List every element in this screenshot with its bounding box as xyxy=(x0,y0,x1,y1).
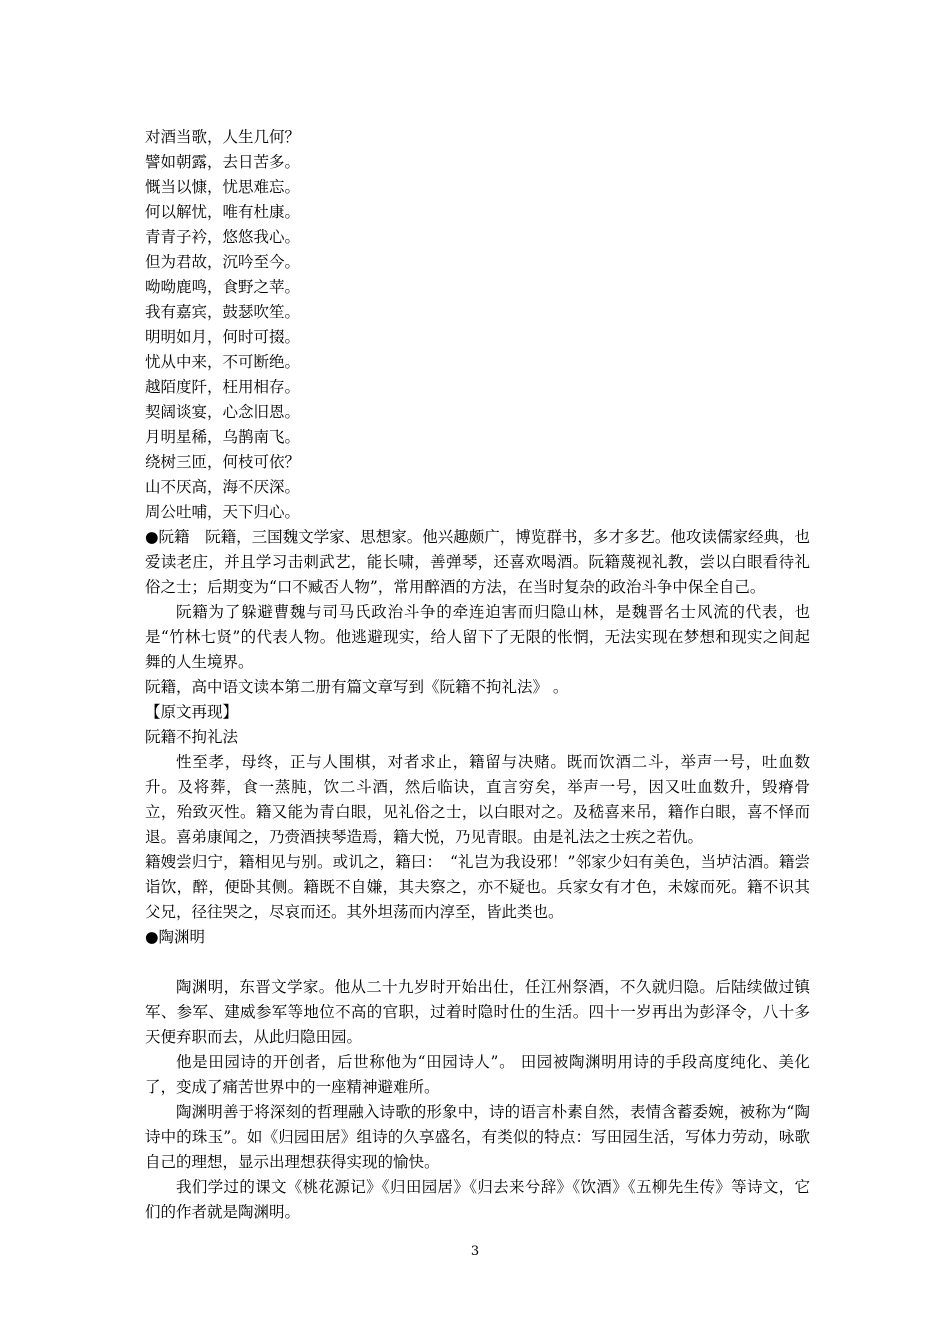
poem-line: 慨当以慷，忧思难忘。 xyxy=(145,178,301,196)
poem-line: 越陌度阡，枉用相存。 xyxy=(145,378,301,396)
poem-line: 月明星稀，乌鹊南飞。 xyxy=(145,428,301,446)
original-text-paragraph: 性至孝，母终，正与人围棋，对者求止，籍留与决赌。既而饮酒二斗，举声一号，吐血数升。及将葬，食一蒸肫，饮二斗酒，然后临诀，直言穷矣，举声一号，因又吐血数升，毁瘠骨立，殆致灭性。籍又能为青白眼，见礼俗之士，以白眼对之。及嵇喜来吊，籍作白眼，喜不怿而退。喜弟康闻之，乃赍酒挟琴造焉，籍大悦，乃见青眼。由是礼法之士疾之若仇。 xyxy=(145,753,810,846)
document-page xyxy=(145,125,810,1225)
poem-line: 明明如月，何时可掇。 xyxy=(145,328,301,346)
original-text-paragraph: 籍嫂尝归宁，籍相见与别。或讥之，籍曰： “礼岂为我设邪！”邻家少妇有美色，当垆沽酒。籍尝诣饮，醉，便卧其侧。籍既不自嫌，其夫察之，亦不疑也。兵家女有才色，未嫁而死。籍不识其父兄，径往哭之，尽哀而还。其外坦荡而内淳至，皆此类也。 xyxy=(145,853,810,921)
poem-line: 譬如朝露，去日苦多。 xyxy=(145,153,301,171)
poem-line: 对酒当歌，人生几何？ xyxy=(145,128,301,146)
poem-line: 我有嘉宾，鼓瑟吹笙。 xyxy=(145,303,301,321)
tao-yuanming-section xyxy=(145,925,810,1225)
tao-paragraph: 陶渊明善于将深刻的哲理融入诗歌的形象中，诗的语言朴素自然，表情含蓄委婉，被称为“陶诗中的珠玉”。如《归园田居》组诗的久享盛名，有类似的特点：写田园生活，写体力劳动，咏歌自己的理想，显示出理想获得实现的愉快。 xyxy=(145,1103,810,1171)
poem-line: 何以解忧，唯有杜康。 xyxy=(145,203,301,221)
poem-line: 周公吐哺，天下归心。 xyxy=(145,503,301,521)
poem-line: 忧从中来，不可断绝。 xyxy=(145,353,301,371)
ruan-ji-paragraph: 阮籍为了躲避曹魏与司马氏政治斗争的牵连迫害而归隐山林，是魏晋名士风流的代表，也是“竹林七贤”的代表人物。他逃避现实，给人留下了无限的怅惘，无法实现在梦想和现实之间起舞的人生境界。 xyxy=(145,603,810,671)
poem-line: 契阔谈宴，心念旧恩。 xyxy=(145,403,301,421)
text-title: 阮籍不拘礼法 xyxy=(145,728,239,746)
tao-paragraph: 我们学过的课文《桃花源记》《归田园居》《归去来兮辞》《饮酒》《五柳先生传》等诗文，它们的作者就是陶渊明。 xyxy=(145,1178,810,1221)
poem-line: 绕树三匝，何枝可依？ xyxy=(145,453,301,471)
poem-line: 青青子衿，悠悠我心。 xyxy=(145,228,301,246)
poem-line: 呦呦鹿鸣，食野之苹。 xyxy=(145,278,301,296)
ruan-ji-intro: ●阮籍 阮籍，三国魏文学家、思想家。他兴趣颇广，博览群书，多才多艺。他攻读儒家经典，也爱读老庄，并且学习击刺武艺，能长啸，善弹琴，还喜欢喝酒。阮籍蔑视礼教，尝以白眼看待礼俗之士；后期变为“口不臧否人物”，常用醉酒的方法，在当时复杂的政治斗争中保全自己。 xyxy=(145,528,810,596)
ruan-ji-section xyxy=(145,525,810,925)
section-heading: 【原文再现】 xyxy=(145,703,239,721)
tao-paragraph: 陶渊明，东晋文学家。他从二十九岁时开始出仕，任江州祭酒，不久就归隐。后陆续做过镇军、参军、建威参军等地位不高的官职，过着时隐时仕的生活。四十一岁再出为彭泽令，八十多天便弃职而去，从此归隐田园。 xyxy=(145,978,810,1046)
ruan-ji-reference: 阮籍，高中语文读本第二册有篇文章写到《阮籍不拘礼法》 。 xyxy=(145,678,569,696)
blank-line xyxy=(145,950,810,975)
page-number: 3 xyxy=(470,1244,480,1259)
poem-line: 山不厌高，海不厌深。 xyxy=(145,478,301,496)
tao-yuanming-heading: ●陶渊明 xyxy=(145,928,206,946)
poem-line: 但为君故，沉吟至今。 xyxy=(145,253,301,271)
poem-block xyxy=(145,125,810,525)
tao-paragraph: 他是田园诗的开创者，后世称他为“田园诗人”。 田园被陶渊明用诗的手段高度纯化、美化了，变成了痛苦世界中的一座精神避难所。 xyxy=(145,1053,810,1096)
